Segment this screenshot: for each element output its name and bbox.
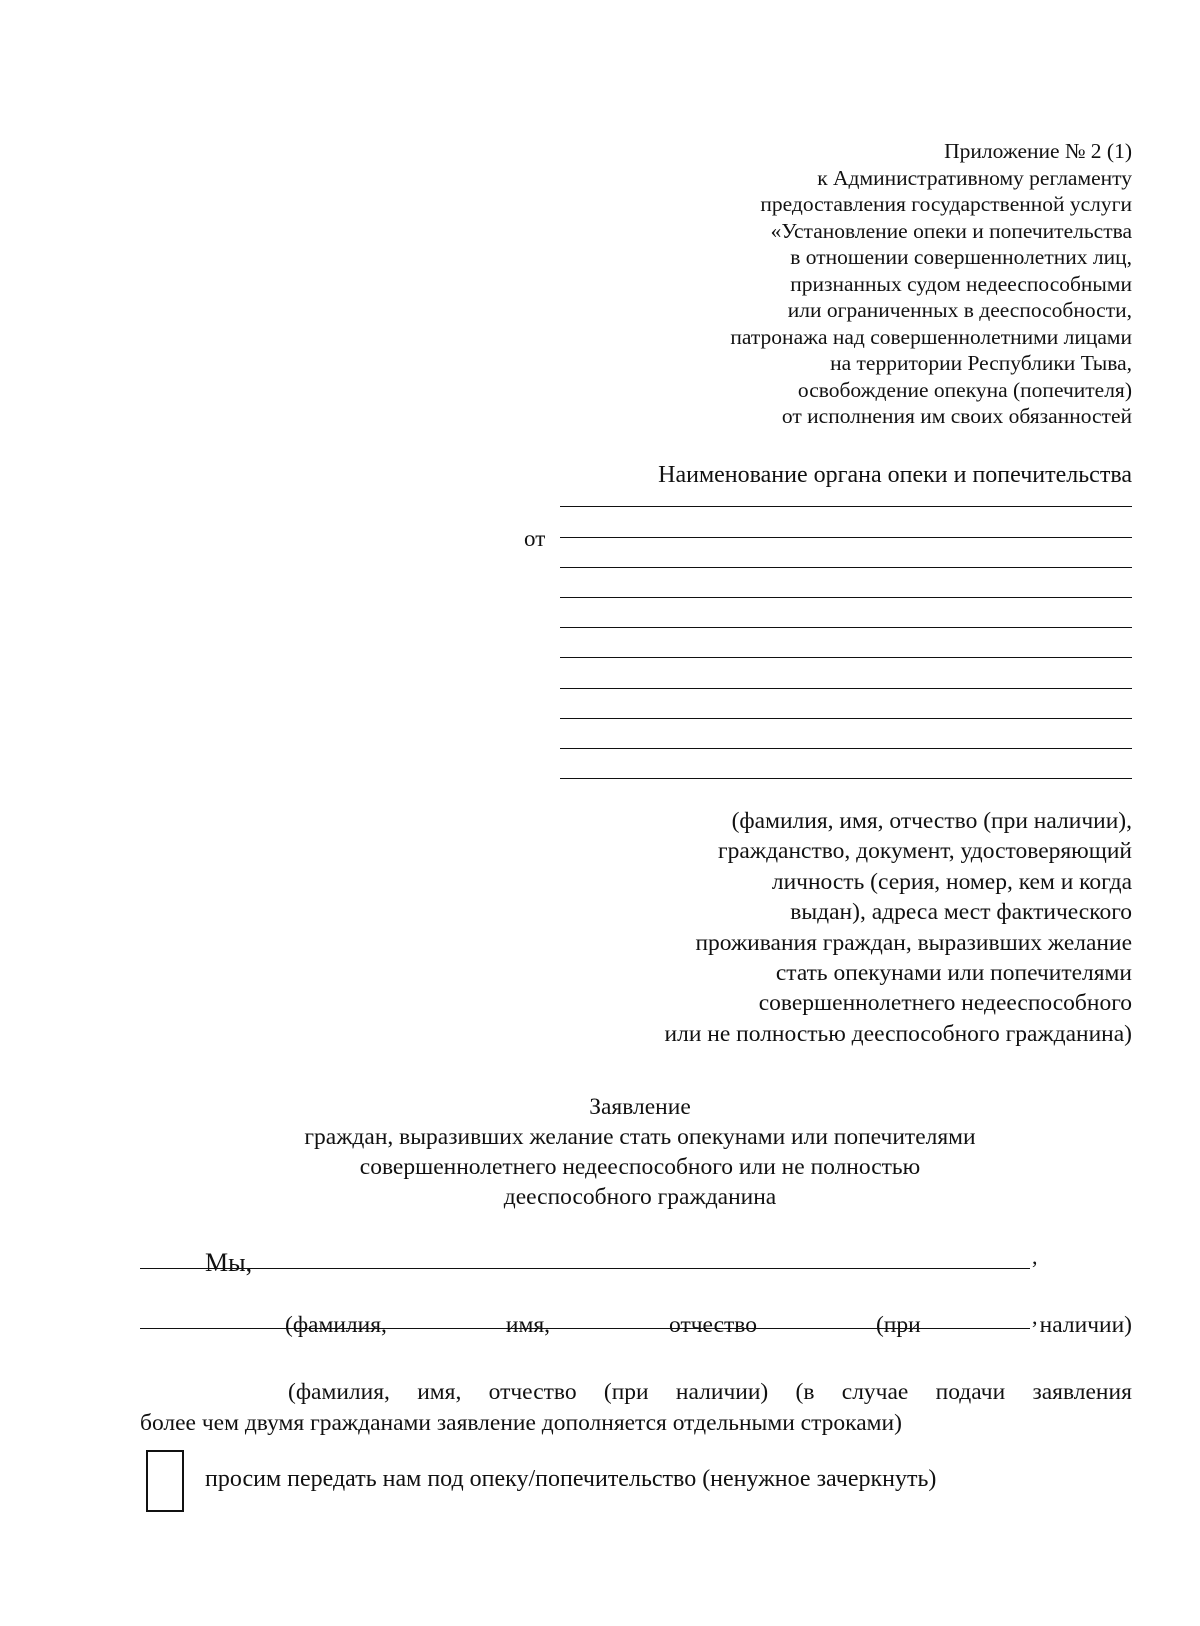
we-label: Мы, [205, 1248, 253, 1277]
applicant-name-line-2[interactable] [140, 1328, 1030, 1329]
note-paragraph [140, 1377, 1132, 1439]
from-label: от [524, 526, 546, 551]
appendix-line: от исполнения им своих обязанностей [781, 404, 1132, 428]
caption-line: совершеннолетнего недееспособного [758, 990, 1132, 1017]
applicant-fill-line[interactable] [560, 567, 1132, 568]
appendix-line: освобождение опекуна (попечителя) [797, 377, 1132, 402]
fio-word: имя, [505, 1312, 551, 1338]
note-word: заявления [1032, 1379, 1132, 1405]
note-word: (при [603, 1379, 649, 1405]
applicant-fill-line[interactable] [560, 748, 1132, 749]
appendix-line: предоставления государственной услуги [760, 192, 1132, 216]
note-line-1 [140, 1377, 1132, 1408]
applicant-fill-line[interactable] [560, 627, 1132, 628]
caption-line: выдан), адреса мест фактического [790, 899, 1132, 926]
fio-word: наличии) [1039, 1312, 1132, 1338]
guardianship-authority-label: Наименование органа опеки и попечительства [658, 462, 1132, 488]
statement-subtitle-line: совершеннолетнего недееспособного или не полностью [359, 1154, 921, 1180]
fio-word: отчество [669, 1312, 757, 1338]
caption-line: стать опекунами или попечителями [775, 960, 1132, 987]
statement-heading [140, 1092, 1140, 1212]
appendix-line: «Установление опеки и попечительства [770, 218, 1132, 243]
caption-line: (фамилия, имя, отчество (при наличии), [731, 808, 1132, 834]
fio-word: (при [875, 1312, 921, 1338]
note-word: (фамилия, [288, 1379, 390, 1405]
caption-line: гражданство, документ, удостоверяющий [718, 838, 1132, 865]
caption-line: личность (серия, номер, кем и когда [771, 868, 1132, 895]
applicant-fill-line[interactable] [560, 718, 1132, 719]
note-word: отчество [488, 1379, 577, 1405]
applicant-name-line-1[interactable] [140, 1268, 1030, 1269]
applicant-fill-line[interactable] [560, 657, 1132, 658]
request-text: просим передать нам под опеку/попечительство (ненужное зачеркнуть) [205, 1466, 937, 1492]
note-word: (в [795, 1379, 815, 1405]
appendix-header [612, 138, 1132, 430]
statement-subtitle-line: дееспособного гражданина [503, 1184, 777, 1210]
appendix-line: признанных судом недееспособными [790, 271, 1132, 296]
fio-caption [285, 1312, 1132, 1339]
statement-title: Заявление [589, 1094, 691, 1120]
applicant-fill-line[interactable] [560, 688, 1132, 689]
note-word: случае [841, 1379, 909, 1405]
caption-line: проживания граждан, выразивших желание [695, 929, 1132, 956]
appendix-line: к Административному регламенту [817, 165, 1132, 190]
appendix-line: или ограниченных в дееспособности, [787, 298, 1132, 322]
caption-line: или не полностью дееспособного гражданина) [664, 1020, 1132, 1047]
comma: , [1032, 1304, 1038, 1329]
applicant-fill-line[interactable] [560, 778, 1132, 779]
statement-subtitle-line: граждан, выразивших желание стать опекунами или попечителями [304, 1124, 976, 1150]
appendix-line: на территории Республики Тыва, [830, 351, 1132, 375]
comma: , [1032, 1244, 1038, 1269]
applicant-fill-line[interactable] [560, 537, 1132, 538]
note-word: подачи [935, 1379, 1006, 1405]
fio-word: (фамилия, [285, 1312, 387, 1338]
applicant-caption [512, 806, 1132, 1049]
applicant-fill-line[interactable] [560, 597, 1132, 598]
note-word: наличии) [675, 1379, 769, 1405]
recipient-fill-line[interactable] [560, 506, 1132, 507]
appendix-line: Приложение № 2 (1) [944, 139, 1132, 163]
request-checkbox[interactable] [146, 1450, 184, 1512]
appendix-line: в отношении совершеннолетних лиц, [790, 245, 1132, 269]
note-line-2: более чем двумя гражданами заявление дополняется отдельными строками) [140, 1410, 902, 1436]
appendix-line: патронажа над совершеннолетними лицами [730, 324, 1132, 349]
note-word: имя, [417, 1379, 462, 1405]
